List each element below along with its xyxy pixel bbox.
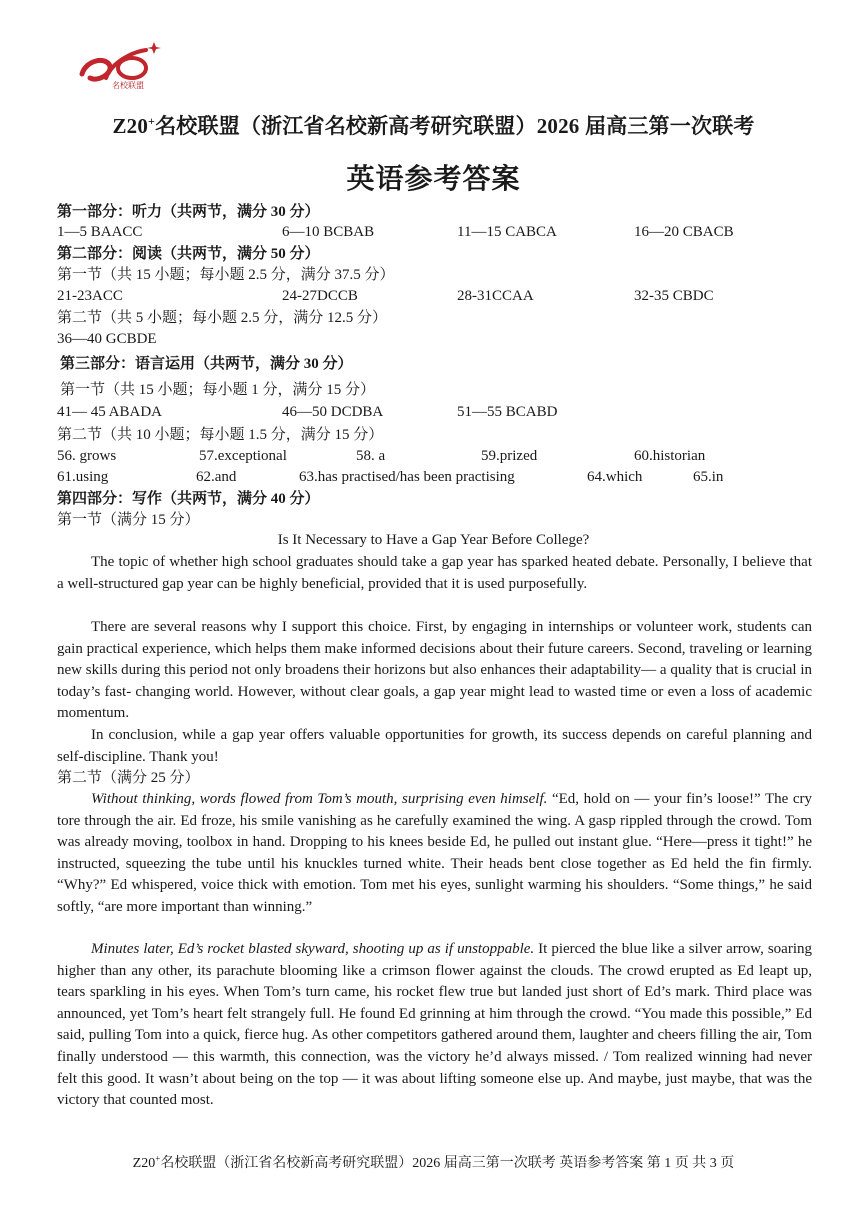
part4-section1-heading: 第一节（满分 15 分） (57, 512, 200, 528)
answer-group: 32-35 CBDC (634, 288, 714, 304)
logo-caption: 名校联盟 (112, 81, 144, 90)
answer-group: 24-27DCCB (282, 288, 358, 304)
story-paragraph (57, 939, 812, 1112)
answer-group: 51—55 BCABD (457, 404, 558, 420)
part4-heading: 第四部分：写作（共两节，满分 40 分） (57, 491, 320, 507)
story-lead-sentence: Minutes later, Ed’s rocket blasted skyward, shooting up as if unstoppable. (91, 941, 535, 957)
part2-heading: 第二部分：阅读（共两节，满分 50 分） (57, 246, 320, 262)
part3-heading: 第三部分：语言运用（共两节，满分 30 分） (60, 356, 353, 372)
answer-item: 59.prized (481, 448, 538, 464)
answer-item: 60.historian (634, 448, 706, 464)
document-title: 英语参考答案 (346, 162, 521, 195)
page-footer: Z20+名校联盟（浙江省名校新高考研究联盟）2026 届高三第一次联考 英语参考答案 第 1 页 共 3 页 (132, 1153, 735, 1171)
answer-item: 64.which (587, 469, 643, 485)
answer-group: 16—20 CBACB (634, 224, 734, 240)
essay-paragraph: There are several reasons why I support this choice. First, by engaging in internships or volunteer work, students can gain practical experience, which helps them make informed decisions about their future careers. Second, traveling or learning new skills during this period not only broadens their horizons but also enhances their adaptability— a quality that is crucial in today’s fast- changing world. However, without clear goals, a gap year might lead to wasted time or even a loss of academic momentum. (57, 619, 812, 722)
answer-group: 6—10 BCBAB (282, 224, 375, 240)
answer-item: 61.using (57, 469, 109, 485)
answer-item: 63.has practised/has been practising (299, 469, 515, 485)
answer-item: 56. grows (57, 448, 117, 464)
answer-group: 11—15 CABCA (457, 224, 557, 240)
exam-title: Z20+名校联盟（浙江省名校新高考研究联盟）2026 届高三第一次联考 (112, 114, 755, 138)
essay-paragraph: The topic of whether high school graduates should take a gap year has sparked heated debate. Personally, I believe that a well-structured gap year can be highly beneficial, provided that it is used purposefully. (57, 554, 812, 592)
essay-paragraph: In conclusion, while a gap year offers valuable opportunities for growth, its success depends on careful planning and self-discipline. Thank you! (57, 727, 812, 765)
story-paragraph (57, 789, 812, 919)
part1-heading: 第一部分：听力（共两节，满分 30 分） (57, 204, 320, 220)
answer-group: 1—5 BAACC (57, 224, 143, 240)
essay-title: Is It Necessary to Have a Gap Year Before College? (277, 532, 590, 548)
answer-group: 28-31CCAA (457, 288, 534, 304)
part2-section2-heading: 第二节（共 5 小题；每小题 2.5 分，满分 12.5 分） (57, 310, 388, 326)
story-body: “Ed, hold on — your fin’s loose!” The cry tore through the air. Ed froze, his smile vanishing as he carefully examined the wing. A gasp rippled through the crowd. Tom was already moving, toolbox in hand. Dropping to his knees beside Ed, he pulled out instant glue. “Here—press it tight!” he instructed, squeezing the tube until his knuckles turned white. Their heads bent close together as Ed held the fin firmly. “Why?” Ed whispered, voice thick with emotion. Tom met his eyes, sunlight warming his shoulders. “Some things,” he said softly, “are more important than winning.” (57, 791, 812, 915)
answer-item: 62.and (196, 469, 237, 485)
part4-section2-heading: 第二节（满分 25 分） (57, 770, 200, 786)
answer-group: 21-23ACC (57, 288, 123, 304)
answer-item: 58. a (356, 448, 386, 464)
answer-group: 46—50 DCDBA (282, 404, 384, 420)
part2-section1-heading: 第一节（共 15 小题；每小题 2.5 分，满分 37.5 分） (57, 267, 395, 283)
part3-section2-heading: 第二节（共 10 小题；每小题 1.5 分，满分 15 分） (57, 427, 384, 443)
answer-item: 57.exceptional (199, 448, 287, 464)
answer-item: 65.in (693, 469, 724, 485)
story-body: It pierced the blue like a silver arrow, soaring higher than any other, its parachute blooming like a crimson flower against the clouds. The crowd erupted as Ed leapt up, tears sparkling in his eyes. When Tom’s turn came, his rocket flew true but landed just short of Ed’s mark. Third place was announced, yet Tom’s heart felt strangely full. He found Ed grinning at him through the crowd. “You made this possible,” Ed said, pulling Tom into a quick, fierce hug. As other competitors gathered around them, laughter and cheers filling the air, Tom finally understood — this warmth, this connection, was the victory he’d always missed. / Tom realized winning had never felt this good. It wasn’t about being on the top — it was about lifting someone else up. And maybe, just maybe, that was the victory that counted most. (57, 941, 813, 1109)
part3-section1-heading: 第一节（共 15 小题；每小题 1 分，满分 15 分） (60, 382, 376, 398)
answer-group: 36—40 GCBDE (57, 331, 157, 347)
answer-group: 41— 45 ABADA (57, 404, 163, 420)
story-lead-sentence: Without thinking, words flowed from Tom’s mouth, surprising even himself. (91, 791, 548, 807)
